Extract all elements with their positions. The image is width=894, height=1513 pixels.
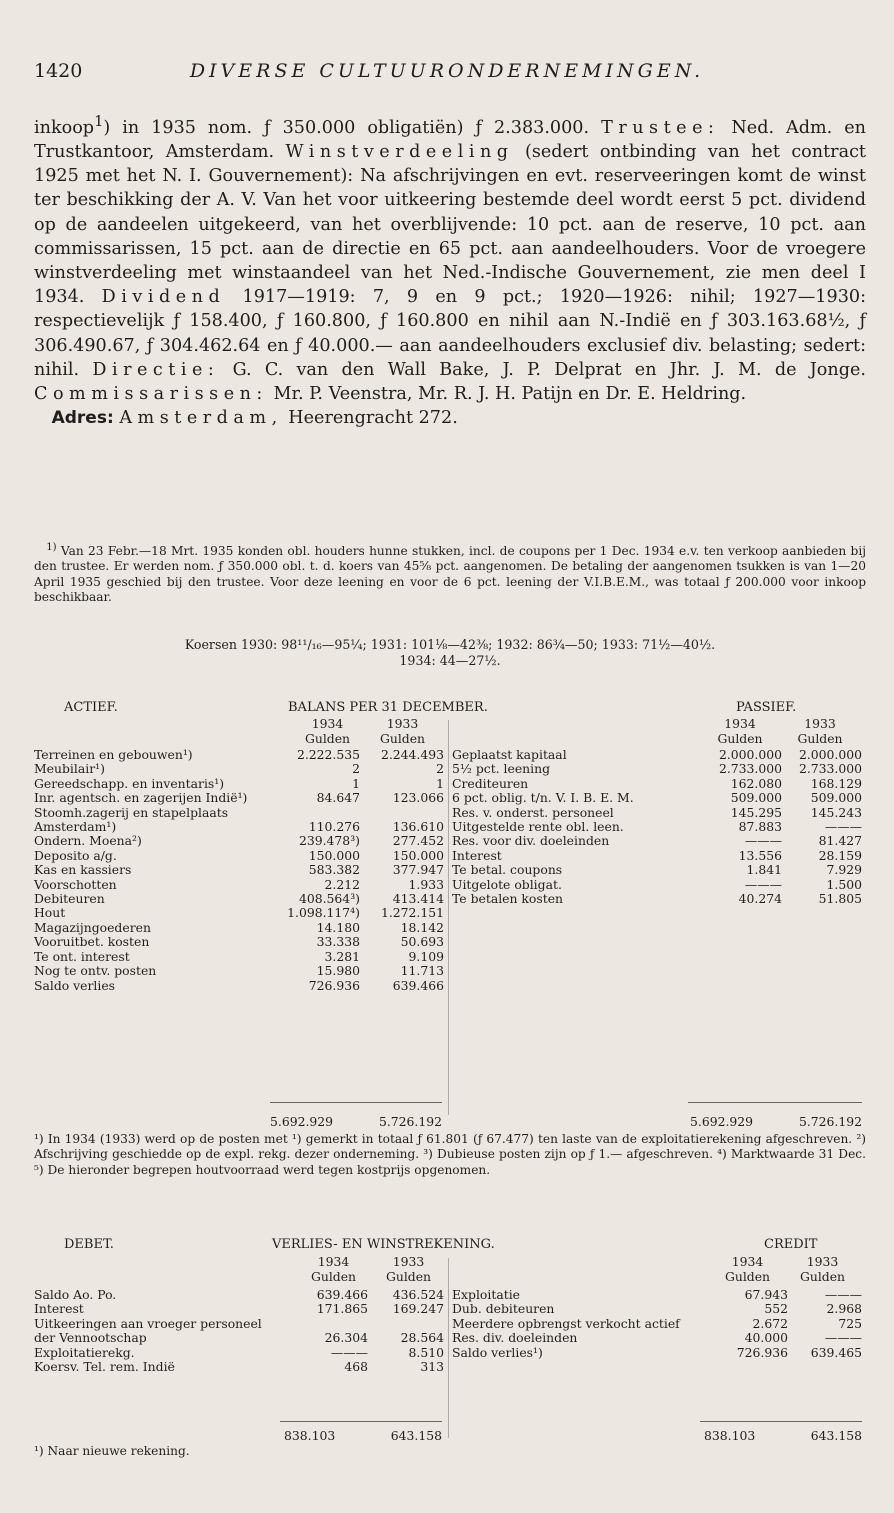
value-1933: 436.524: [392, 1287, 444, 1302]
row-label: Voorschotten: [34, 876, 117, 892]
page-number: 1420: [34, 60, 83, 82]
value-1934: 162.080: [730, 775, 782, 791]
credit-row: [452, 1317, 862, 1331]
row-label: Te betal. coupons: [452, 862, 563, 878]
actief-row: [34, 906, 444, 920]
actief-row: [34, 935, 444, 949]
actief-row: [34, 950, 444, 964]
value-1934: 509.000: [730, 790, 782, 806]
row-label: Debiteuren: [34, 891, 105, 907]
value-1933: ———: [824, 819, 862, 835]
row-label: 5½ pct. leening: [452, 761, 551, 777]
balans-actief-years: 1934 1933 Gulden Gulden: [304, 716, 426, 746]
credit-row: [452, 1331, 862, 1345]
actief-row: [34, 849, 444, 863]
value-1933: 2.968: [826, 1301, 862, 1317]
verlies-divider: [448, 1258, 449, 1438]
value-1933: 2.244.493: [380, 747, 444, 762]
value-1934: 552: [764, 1301, 788, 1317]
value-1934: 110.276: [308, 819, 360, 835]
row-label: Res. v. onderst. personeel: [452, 804, 614, 820]
value-1934: 13.556: [738, 847, 782, 863]
value-1933: ———: [824, 1330, 862, 1346]
value-1934: 145.295: [730, 804, 782, 820]
actief-row: [34, 748, 444, 762]
balans-passief-years: 1934 1933 Gulden Gulden: [717, 716, 843, 746]
verlies-debet-table: [34, 1288, 444, 1374]
row-label: Interest: [452, 847, 502, 863]
value-1933: 413.414: [392, 891, 444, 907]
footnote-verlies: ¹) Naar nieuwe rekening.: [34, 1444, 190, 1458]
row-label: Meubilair¹): [34, 761, 105, 777]
value-1934: 2.212: [324, 876, 360, 892]
balans-actief-total: 5.692.929 5.726.192: [270, 1114, 442, 1129]
debet-row: [34, 1360, 444, 1374]
commissarissen-label: Commissarissen:: [34, 384, 268, 405]
value-1933: 28.564: [400, 1330, 444, 1346]
value-1934: ———: [744, 833, 782, 849]
value-1933: ———: [824, 1287, 862, 1302]
value-1933: 2: [436, 761, 444, 777]
footnote-leening: $^{1)}$ Van 23 Febr.—18 Mrt. 1935 konden obl. houders hunne stukken, incl. de coupons per 1 Dec. 1934 e.v. ten verkoop aanbieden bij den trustee. Er werden nom. ƒ 350.000 obl. t. d. koers van 45⅝ pct. aangenomen. De betaling der aangenomen tsukken is van 1—20 April 1935 geschied bij den trustee. Voor deze leening en voor de 6 pct. leening der V.I.B.E.M., was totaal ƒ 200.000 voor inkoop beschikbaar.: [34, 542, 866, 604]
adres-street: Heerengracht 272.: [282, 408, 458, 429]
passief-row: [452, 748, 862, 762]
passief-row: [452, 878, 862, 892]
value-1934: 2.733.000: [718, 761, 782, 777]
value-1934: 408.564³): [298, 891, 360, 907]
row-label: Te betalen kosten: [452, 891, 564, 907]
row-label: Res. div. doeleinden: [452, 1330, 578, 1346]
value-1933: 2.733.000: [798, 761, 862, 777]
value-1933: 313: [420, 1359, 444, 1375]
dividend-label: Dividend: [101, 287, 226, 308]
value-1934: 468: [344, 1359, 368, 1375]
debet-row: [34, 1288, 444, 1302]
value-1933: 123.066: [392, 790, 444, 806]
row-label: Vooruitbet. kosten: [34, 934, 150, 950]
row-label: Saldo verlies: [34, 977, 116, 993]
value-1933: 1.272.151: [380, 905, 444, 921]
trustee-label: Trustee:: [601, 117, 720, 138]
actief-row: [34, 777, 444, 791]
row-label: Stoomh.zagerij en stapelplaats Amsterdam¹): [34, 804, 229, 835]
verlies-debet-years: 1934 1933 Gulden Gulden: [310, 1254, 432, 1284]
passief-row: [452, 820, 862, 834]
row-label: Koersv. Tel. rem. Indië: [34, 1359, 175, 1375]
row-label: Saldo Ao. Po.: [34, 1287, 117, 1302]
value-1934: 33.338: [316, 934, 360, 950]
body-paragraph: inkoop$^1$) in 1935 nom. ƒ 350.000 obligatiën) ƒ 2.383.000. Trustee: Ned. Adm. en Trustkantoor, Amsterdam. Winstverdeeling (sedert ontbinding van het contract 1925 met het N. I. Gouvernement): Na afschrijvingen en evt. reserveeringen komt de winst ter beschikking der A. V. Van het voor uitkeering bestemde deel wordt eerst 5 pct. dividend op de aandeelen uitgekeerd, van het overblijvende: 10 pct. aan de reserve, 10 pct. aan commissarissen, 15 pct. aan de directie en 65 pct. aan aandeelhouders. Voor de vroegere winstverdeeling met winstaandeel van het Ned.-Indische Gouvernement, zie men deel I 1934. Dividend 1917—1919: 7, 9 en 9 pct.; 1920—1926: nihil; 1927—1930: respectievelijk ƒ 158.400, ƒ 160.800, ƒ 160.800 en nihil aan N.-Indië en ƒ 303.163.68½, ƒ 306.490.67, ƒ 304.462.64 en ƒ 40.000.— aan aandeelhouders exclusief div. belasting; sedert: nihil. Directie: G. C. van den Wall Bake, J. P. Delprat en Jhr. J. M. de Jonge. Commissarissen: Mr. P. Veenstra, Mr. R. J. H. Patijn en Dr. E. Heldring. Adres: Amsterdam, Heerengracht 272.: [34, 113, 867, 429]
winstverdeeling-label: Winstverdeeling: [285, 142, 514, 163]
actief-row: [34, 806, 444, 835]
value-1934: 239.478³): [298, 833, 360, 849]
actief-row: [34, 878, 444, 892]
row-label: Inr. agentsch. en zagerijen Indië¹): [34, 790, 248, 806]
row-label: Deposito a/g.: [34, 847, 117, 863]
value-1933: 639.466: [392, 977, 444, 993]
row-label: Hout: [34, 905, 66, 921]
koersen-line: Koersen 1930: 98¹¹/₁₆—95¼; 1931: 101⅛—42⅜; 1932: 86¾—50; 1933: 71½—40½. 1934: 44—27½.: [184, 637, 716, 668]
value-1934: 726.936: [308, 977, 360, 993]
passief-row: [452, 849, 862, 863]
credit-heading: CREDIT: [764, 1237, 818, 1252]
debet-row: [34, 1302, 444, 1316]
value-1934: ———: [744, 876, 782, 892]
value-1933: 145.243: [810, 804, 862, 820]
verlies-credit-total: 838.103 643.158: [704, 1428, 862, 1443]
passief-row: [452, 791, 862, 805]
adres-city: Amsterdam,: [119, 408, 283, 429]
value-1933: 377.947: [392, 862, 444, 878]
row-label: Uitgelote obligat.: [452, 876, 562, 892]
value-1933: 509.000: [810, 790, 862, 806]
credit-row: [452, 1302, 862, 1316]
page-header: [0, 58, 894, 88]
row-label: Meerdere opbrengst verkocht actief: [452, 1315, 680, 1331]
row-label: Ondern. Moena²): [34, 833, 142, 849]
passief-row: [452, 892, 862, 906]
value-1934: 639.466: [316, 1287, 368, 1302]
directie-label: Directie:: [92, 359, 220, 380]
value-1933: 28.159: [818, 847, 862, 863]
balans-actief-table: [34, 748, 444, 993]
actief-row: [34, 892, 444, 906]
value-1933: 50.693: [400, 934, 444, 950]
value-1933: 7.929: [826, 862, 862, 878]
debet-heading: DEBET.: [64, 1237, 114, 1252]
adres-label: Adres:: [51, 408, 114, 429]
value-1933: 150.000: [392, 847, 444, 863]
row-label: Interest: [34, 1301, 84, 1317]
debet-row: [34, 1346, 444, 1360]
value-1933: 51.805: [818, 891, 862, 907]
value-1934: ———: [330, 1344, 368, 1360]
actief-row: [34, 863, 444, 877]
row-label: Res. voor div. doeleinden: [452, 833, 610, 849]
credit-row: [452, 1346, 862, 1360]
row-label: Exploitatie: [452, 1287, 520, 1302]
passief-row: [452, 806, 862, 820]
value-1933: 18.142: [400, 919, 444, 935]
verlies-credit-years: 1934 1933 Gulden Gulden: [724, 1254, 846, 1284]
value-1933: 277.452: [392, 833, 444, 849]
value-1933: 9.109: [408, 948, 444, 964]
passief-row: [452, 762, 862, 776]
row-label: Exploitatierekg.: [34, 1344, 135, 1360]
balans-passief-table: [452, 748, 862, 906]
value-1934: 726.936: [736, 1344, 788, 1360]
value-1934: 40.000: [744, 1330, 788, 1346]
actief-row: [34, 979, 444, 993]
passief-row: [452, 863, 862, 877]
value-1934: 40.274: [738, 891, 782, 907]
row-label: 6 pct. oblig. t/n. V. I. B. E. M.: [452, 790, 634, 806]
value-1934: 1: [352, 775, 360, 791]
actief-row: [34, 791, 444, 805]
credit-row: [452, 1288, 862, 1302]
row-label: Geplaatst kapitaal: [452, 747, 567, 762]
footnote-balans: ¹) In 1934 (1933) werd op de posten met ¹) gemerkt in totaal ƒ 61.801 (ƒ 67.477) ten laste van de exploitatierekening afgeschreven. ²) Afschrijving geschiedde op de expl. rekg. dezer onderneming. ³) Dubieuse posten zijn op ƒ 1.— afgeschreven. ⁴) Marktwaarde 31 Dec. ⁵) De hieronder begrepen houtvoorraad werd tegen kostprijs opgenomen.: [34, 1132, 866, 1177]
passief-row: [452, 834, 862, 848]
value-1933: 81.427: [818, 833, 862, 849]
value-1934: 87.883: [738, 819, 782, 835]
passief-row: [452, 777, 862, 791]
verlies-debet-total: 838.103 643.158: [284, 1428, 442, 1443]
row-label: Nog te ontv. posten: [34, 963, 157, 979]
value-1934: 14.180: [316, 919, 360, 935]
value-1934: 84.647: [316, 790, 360, 806]
row-label: Uitkeeringen aan vroeger personeel der Vennootschap: [34, 1315, 262, 1346]
row-label: Magazijngoederen: [34, 919, 151, 935]
row-label: Crediteuren: [452, 775, 529, 791]
value-1933: 1.500: [826, 876, 862, 892]
value-1934: 15.980: [316, 963, 360, 979]
balans-passief-total: 5.692.929 5.726.192: [690, 1114, 862, 1129]
row-label: Terreinen en gebouwen¹): [34, 747, 193, 762]
value-1934: 2: [352, 761, 360, 777]
value-1934: 2.672: [752, 1315, 788, 1331]
value-1933: 2.000.000: [798, 747, 862, 762]
actief-row: [34, 762, 444, 776]
verlies-title: VERLIES- EN WINSTREKENING.: [272, 1237, 495, 1252]
row-label: Uitgestelde rente obl. leen.: [452, 819, 624, 835]
value-1933: 168.129: [810, 775, 862, 791]
actief-row: [34, 834, 444, 848]
page-title: DIVERSE CULTUURONDERNEMINGEN.: [189, 60, 705, 82]
value-1933: 1: [436, 775, 444, 791]
balans-divider: [448, 720, 449, 1115]
row-label: Dub. debiteuren: [452, 1301, 555, 1317]
value-1934: 2.000.000: [718, 747, 782, 762]
value-1934: 171.865: [316, 1301, 368, 1317]
actief-row: [34, 921, 444, 935]
value-1933: 639.465: [810, 1344, 862, 1360]
balans-title: BALANS PER 31 DECEMBER.: [288, 700, 488, 715]
value-1933: 169.247: [392, 1301, 444, 1317]
value-1934: 150.000: [308, 847, 360, 863]
verlies-credit-table: [452, 1288, 862, 1360]
value-1934: 1.841: [746, 862, 782, 878]
value-1933: 136.610: [392, 819, 444, 835]
passief-heading: PASSIEF.: [736, 700, 797, 715]
value-1933: 1.933: [408, 876, 444, 892]
value-1933: 8.510: [408, 1344, 444, 1360]
row-label: Te ont. interest: [34, 948, 130, 964]
value-1934: 3.281: [324, 948, 360, 964]
value-1933: 725: [838, 1315, 862, 1331]
value-1934: 67.943: [744, 1287, 788, 1302]
actief-row: [34, 964, 444, 978]
row-label: Gereedschapp. en inventaris¹): [34, 775, 225, 791]
row-label: Saldo verlies¹): [452, 1344, 543, 1360]
value-1934: 1.098.117⁴): [287, 905, 360, 921]
actief-heading: ACTIEF.: [64, 700, 118, 715]
value-1934: 26.304: [324, 1330, 368, 1346]
value-1934: 583.382: [308, 862, 360, 878]
row-label: Kas en kassiers: [34, 862, 132, 878]
value-1934: 2.222.535: [296, 747, 360, 762]
value-1933: 11.713: [400, 963, 444, 979]
debet-row: [34, 1317, 444, 1346]
